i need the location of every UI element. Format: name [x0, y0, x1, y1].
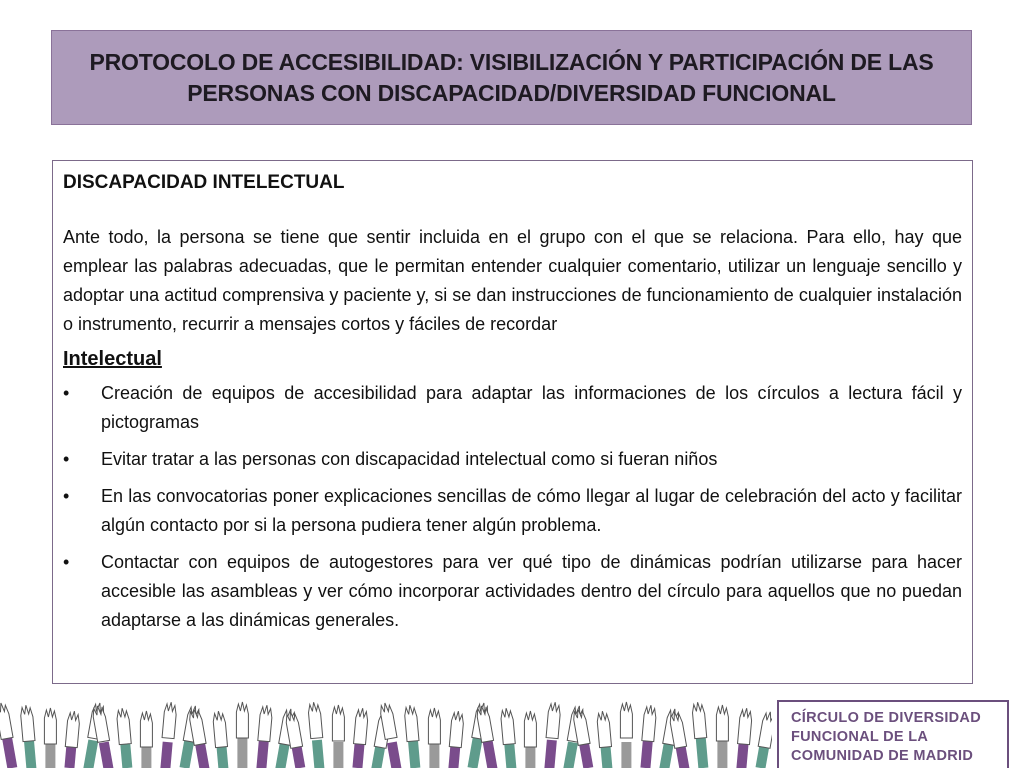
- raised-hand: [596, 711, 613, 768]
- raised-hand: [63, 711, 80, 768]
- organization-name-line-2: FUNCIONAL DE LA: [791, 729, 929, 745]
- raised-hand: [524, 711, 536, 768]
- bullet-icon: •: [63, 383, 70, 403]
- raised-hand: [116, 708, 133, 768]
- raised-hand: [140, 711, 152, 768]
- raised-hand: [639, 705, 656, 768]
- raised-hands-icon: [0, 696, 772, 768]
- organization-name-line-1: CÍRCULO DE DIVERSIDAD: [791, 710, 981, 726]
- raised-hand: [620, 702, 632, 768]
- bullet-icon: •: [63, 552, 70, 572]
- bullet-icon: •: [63, 486, 70, 506]
- raised-hand: [447, 711, 464, 768]
- raised-hand: [500, 708, 518, 768]
- list-item-text: Evitar tratar a las personas con discapacidad intelectual como si fueran niños: [101, 449, 718, 469]
- raised-hand: [404, 705, 421, 768]
- organization-name-line-3: COMUNIDAD DE MADRID: [791, 748, 974, 764]
- raised-hand: [236, 702, 248, 768]
- raised-hand: [735, 708, 753, 768]
- slide-title-line-1: PROTOCOLO DE ACCESIBILIDAD: VISIBILIZACIÓN Y PARTICIPACIÓN DE LAS: [89, 48, 934, 75]
- subheading: Intelectual: [63, 348, 162, 370]
- raised-hand: [332, 705, 344, 768]
- list-item: [63, 379, 962, 437]
- list-item-text: En las convocatorias poner explicaciones sencillas de cómo llegar al lugar de celebración del acto y facilitar algún contacto por si la persona pudiera tener algún problema.: [101, 486, 962, 535]
- raised-hand: [351, 708, 368, 768]
- raised-hand: [428, 708, 440, 768]
- slide-title-line-2: PERSONAS CON DISCAPACIDAD/DIVERSIDAD FUNCIONAL: [187, 79, 836, 106]
- organization-logo-box: [777, 700, 1009, 768]
- bullet-icon: •: [63, 449, 70, 469]
- list-item-text: Creación de equipos de accesibilidad para adaptar las informaciones de los círculos a lectura fácil y pictogramas: [101, 383, 962, 432]
- raised-hand: [159, 702, 177, 768]
- raised-hand: [212, 711, 229, 768]
- list-item: [63, 548, 962, 635]
- slide-title: [89, 47, 933, 109]
- raised-hand: [44, 708, 56, 768]
- list-item: [63, 445, 962, 474]
- list-item-text: Contactar con equipos de autogestores para ver qué tipo de dinámicas podrían utilizarse para hacer accesible las asambleas y ver cómo incorporar actividades dentro del círculo para aquellos que no puedan adaptarse a las dinámicas generales.: [101, 552, 962, 630]
- intro-paragraph: Ante todo, la persona se tiene que sentir incluida en el grupo con el que se relaciona. Para ello, hay que emplear las palabras adecuadas, que le permitan entender cualquier comentario, utilizar un lenguaje sencillo y adoptar una actitud comprensiva y paciente y, si se dan instrucciones de funcionamiento de cualquier instalación o instrumento, recurrir a mensajes cortos y fáciles de recordar: [63, 227, 962, 334]
- raised-hand: [20, 705, 38, 768]
- raised-hand: [255, 705, 273, 768]
- raised-hand: [543, 702, 561, 768]
- section-title: DISCAPACIDAD INTELECTUAL: [63, 172, 345, 193]
- content-panel: [52, 160, 973, 684]
- bullet-list: [63, 379, 962, 635]
- list-item: [63, 482, 962, 540]
- slide-title-banner: [51, 30, 972, 125]
- raised-hand: [716, 705, 728, 768]
- raised-hand: [0, 702, 18, 768]
- raised-hands-illustration: [0, 696, 772, 768]
- raised-hand: [755, 711, 772, 768]
- raised-hand: [308, 702, 326, 768]
- raised-hand: [692, 702, 710, 768]
